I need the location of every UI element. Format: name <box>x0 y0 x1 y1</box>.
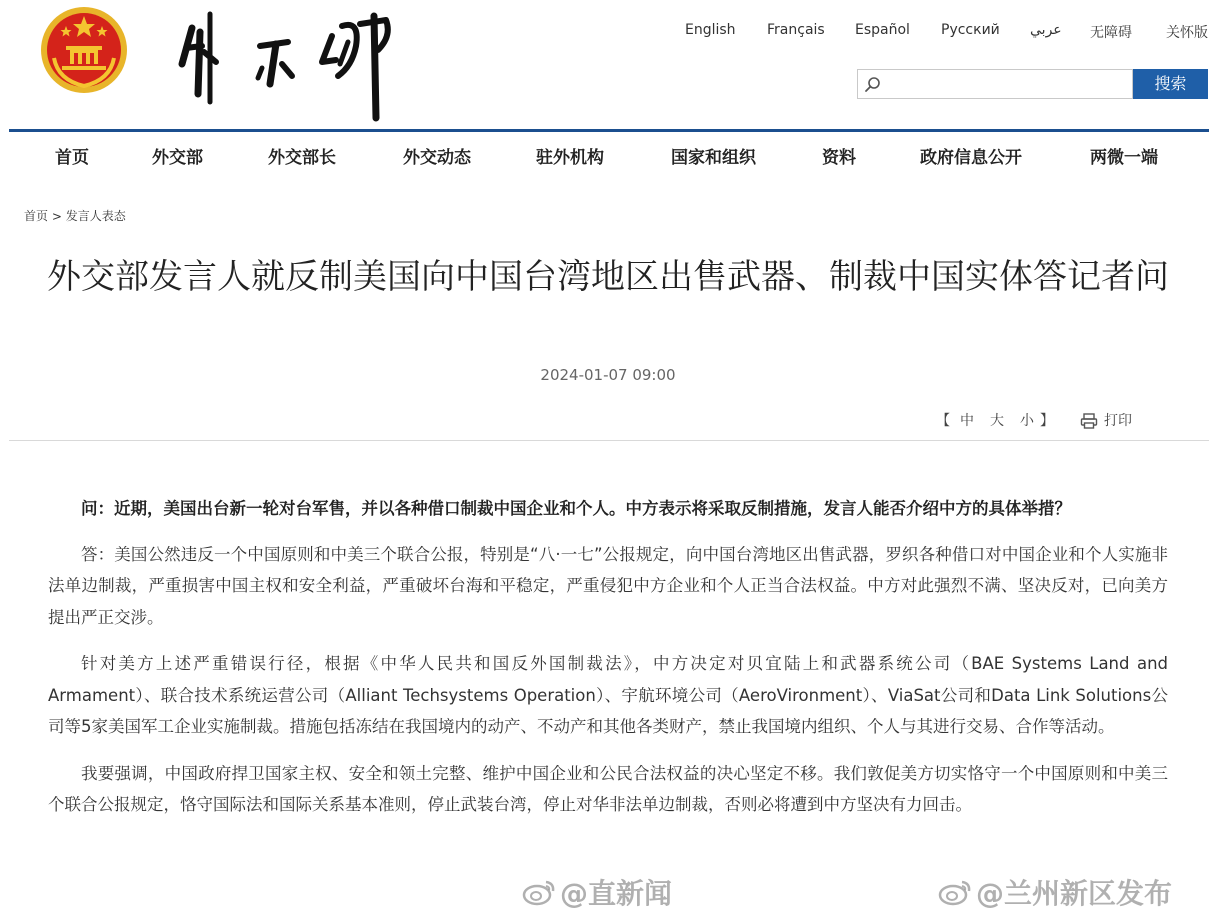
printer-icon[interactable] <box>1080 412 1098 430</box>
font-size-bracket-open: 【 <box>936 413 950 429</box>
nav-item-government-info[interactable]: 政府信息公开 <box>920 148 1022 168</box>
lang-french-link[interactable]: Français <box>767 22 825 38</box>
watermark-1 <box>522 872 672 912</box>
elderly-care-link[interactable]: 关怀版 <box>1166 25 1208 41</box>
ministry-calligraphy-logo[interactable] <box>170 6 410 124</box>
font-size-small-link[interactable]: 小 <box>1020 413 1034 429</box>
article-title: 外交部发言人就反制美国向中国台湾地区出售武器、制裁中国实体答记者问 <box>47 257 1169 297</box>
site-header <box>0 0 1216 130</box>
language-links <box>660 22 1216 44</box>
publish-date: 2024-01-07 09:00 <box>540 366 676 384</box>
nav-item-countries-organizations[interactable]: 国家和组织 <box>671 148 756 168</box>
font-size-large-link[interactable]: 中 <box>960 413 974 429</box>
search-box <box>857 69 1133 99</box>
nav-item-missions-abroad[interactable]: 驻外机构 <box>536 148 604 168</box>
search-icon <box>864 76 882 94</box>
lang-english-link[interactable]: English <box>685 22 736 38</box>
accessibility-link[interactable]: 无障碍 <box>1090 25 1132 41</box>
watermark-2 <box>938 872 1172 912</box>
nav-item-minister[interactable]: 外交部长 <box>268 148 336 168</box>
lang-spanish-link[interactable]: Español <box>855 22 910 38</box>
watermark-1-text: @直新闻 <box>560 877 673 910</box>
nav-item-resources[interactable]: 资料 <box>822 148 856 168</box>
nav-item-diplomatic-news[interactable]: 外交动态 <box>403 148 471 168</box>
main-nav <box>0 132 1216 184</box>
national-emblem-icon[interactable] <box>40 6 128 94</box>
weibo-icon <box>938 878 972 906</box>
breadcrumb-home-link[interactable]: 首页 <box>24 209 49 223</box>
lang-russian-link[interactable]: Русский <box>941 22 1000 38</box>
font-size-medium-link[interactable]: 大 <box>990 413 1004 429</box>
watermark-2-text: @兰州新区发布 <box>976 877 1173 910</box>
header-divider <box>9 440 1209 441</box>
weibo-icon <box>522 878 556 906</box>
emphasis-paragraph: 我要强调，中国政府捍卫国家主权、安全和领土完整、维护中国企业和公民合法权益的决心坚定不移。我们敦促美方切实恪守一个中国原则和中美三个联合公报规定，恪守国际法和国际关系基本准则，停止武装台湾，停止对华非法单边制裁，否则必将遭到中方坚决有力回击。 <box>48 763 1168 814</box>
nav-item-social-media[interactable]: 两微一端 <box>1090 148 1158 168</box>
breadcrumb <box>24 207 126 224</box>
search-button[interactable]: 搜索 <box>1133 69 1208 99</box>
nav-item-ministry[interactable]: 外交部 <box>152 148 203 168</box>
sanctions-paragraph: 针对美方上述严重错误行径，根据《中华人民共和国反外国制裁法》，中方决定对贝宜陆上和武器系统公司（BAE Systems Land and Armament）、联合技术系统运营公司（Alliant Techsystems Operation）、宇航环境公司（AeroVironment）、ViaSat公司和Data Link Solutions公司等5家美国军工企业实施制裁。措施包括冻结在我国境内的动产、不动产和其他各类财产，禁止我国境内组织、个人与其进行交易、合作等活动。 <box>48 654 1168 736</box>
question-paragraph: 问：近期，美国出台新一轮对台军售，并以各种借口制裁中国企业和个人。中方表示将采取反制措施，发言人能否介绍中方的具体举措？ <box>81 499 1071 518</box>
nav-item-home[interactable]: 首页 <box>55 148 89 168</box>
article-body <box>48 493 1168 821</box>
search-input[interactable] <box>886 72 1130 98</box>
lang-arabic-link[interactable]: عربي <box>1030 22 1062 38</box>
print-link[interactable]: 打印 <box>1104 413 1132 429</box>
breadcrumb-section-link[interactable]: 发言人表态 <box>65 209 126 223</box>
font-size-bracket-close: 】 <box>1040 413 1054 429</box>
article-tools <box>936 410 1206 432</box>
answer-paragraph: 答：美国公然违反一个中国原则和中美三个联合公报，特别是“八·一七”公报规定，向中国台湾地区出售武器，罗织各种借口对中国企业和个人实施非法单边制裁，严重损害中国主权和安全利益，严重破坏台海和平稳定，严重侵犯中方企业和个人正当合法权益。中方对此强烈不满、坚决反对，已向美方提出严正交涉。 <box>48 544 1168 627</box>
breadcrumb-separator: > <box>51 209 62 224</box>
